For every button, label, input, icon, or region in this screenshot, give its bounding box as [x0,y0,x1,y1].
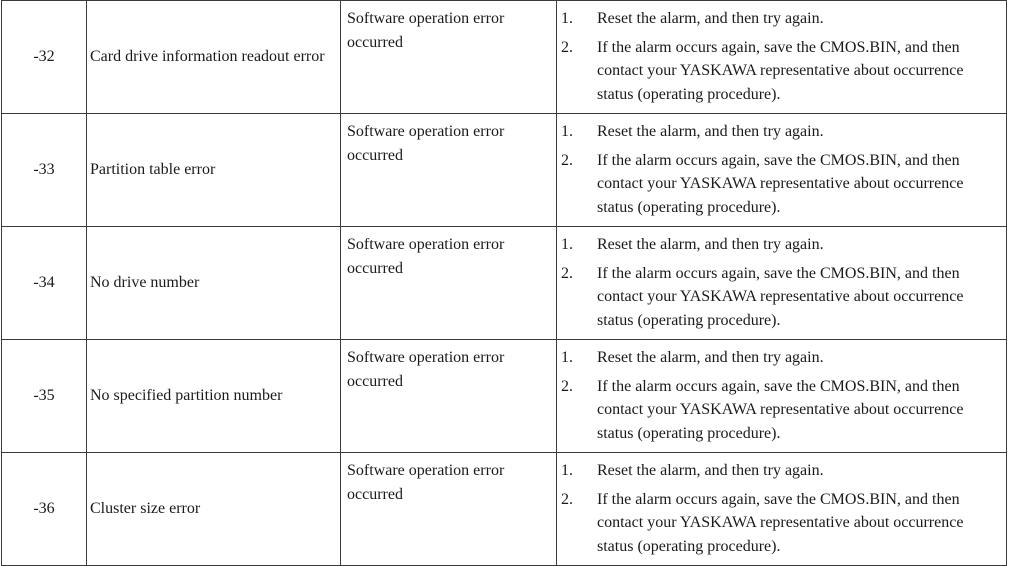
step-number: 1. [561,349,573,366]
step-text: If the alarm occurs again, save the CMOS.BIN, and then contact your YASKAWA representative about occurrence status (operating procedure). [597,38,964,103]
table-row [2,340,1007,453]
step-text: Reset the alarm, and then try again. [597,123,824,140]
step-text: Reset the alarm, and then try again. [597,10,824,27]
step-text: Reset the alarm, and then try again. [597,349,824,366]
step-number: 1. [561,10,573,27]
alarm-code-cell: -34 [2,227,87,340]
alarm-code-cell: -36 [2,453,87,566]
remedy-step [561,120,1000,144]
remedy-step [561,149,1000,220]
alarm-cause-cell: Software operation error occurred [341,1,557,114]
step-number: 1. [561,236,573,253]
step-number: 2. [561,490,573,508]
step-text: If the alarm occurs again, save the CMOS.BIN, and then contact your YASKAWA representative about occurrence status (operating procedure). [597,264,964,329]
alarm-cause-cell: Software operation error occurred [341,453,557,566]
alarm-remedy-cell [557,340,1007,453]
step-number: 1. [561,123,573,140]
table-row [2,1,1007,114]
remedy-steps [561,120,1000,219]
remedy-step [561,375,1000,446]
alarm-remedy-cell [557,114,1007,227]
step-text: Reset the alarm, and then try again. [597,236,824,253]
remedy-step [561,262,1000,333]
remedy-step [561,7,1000,31]
alarm-table-body [2,1,1007,566]
alarm-description-cell: No specified partition number [87,340,341,453]
table-row [2,114,1007,227]
step-number: 1. [561,462,573,479]
alarm-description-cell: Card drive information readout error [87,1,341,114]
step-number: 2. [561,377,573,395]
alarm-code-cell: -35 [2,340,87,453]
step-number: 2. [561,151,573,169]
remedy-steps [561,346,1000,445]
step-text: Reset the alarm, and then try again. [597,462,824,479]
remedy-step [561,488,1000,559]
alarm-description-cell: No drive number [87,227,341,340]
alarm-remedy-cell [557,227,1007,340]
alarm-code-cell: -32 [2,1,87,114]
remedy-steps [561,233,1000,332]
step-text: If the alarm occurs again, save the CMOS.BIN, and then contact your YASKAWA representative about occurrence status (operating procedure). [597,490,964,555]
remedy-step [561,233,1000,257]
table-row [2,227,1007,340]
alarm-cause-cell: Software operation error occurred [341,340,557,453]
step-number: 2. [561,38,573,56]
alarm-description-cell: Partition table error [87,114,341,227]
step-text: If the alarm occurs again, save the CMOS.BIN, and then contact your YASKAWA representative about occurrence status (operating procedure). [597,377,964,442]
alarm-remedy-cell [557,1,1007,114]
remedy-step [561,36,1000,107]
remedy-steps [561,459,1000,558]
alarm-table [1,0,1007,566]
alarm-cause-cell: Software operation error occurred [341,114,557,227]
remedy-steps [561,7,1000,106]
step-text: If the alarm occurs again, save the CMOS.BIN, and then contact your YASKAWA representative about occurrence status (operating procedure). [597,151,964,216]
remedy-step [561,459,1000,483]
alarm-description-cell: Cluster size error [87,453,341,566]
remedy-step [561,346,1000,370]
alarm-cause-cell: Software operation error occurred [341,227,557,340]
step-number: 2. [561,264,573,282]
alarm-code-cell: -33 [2,114,87,227]
